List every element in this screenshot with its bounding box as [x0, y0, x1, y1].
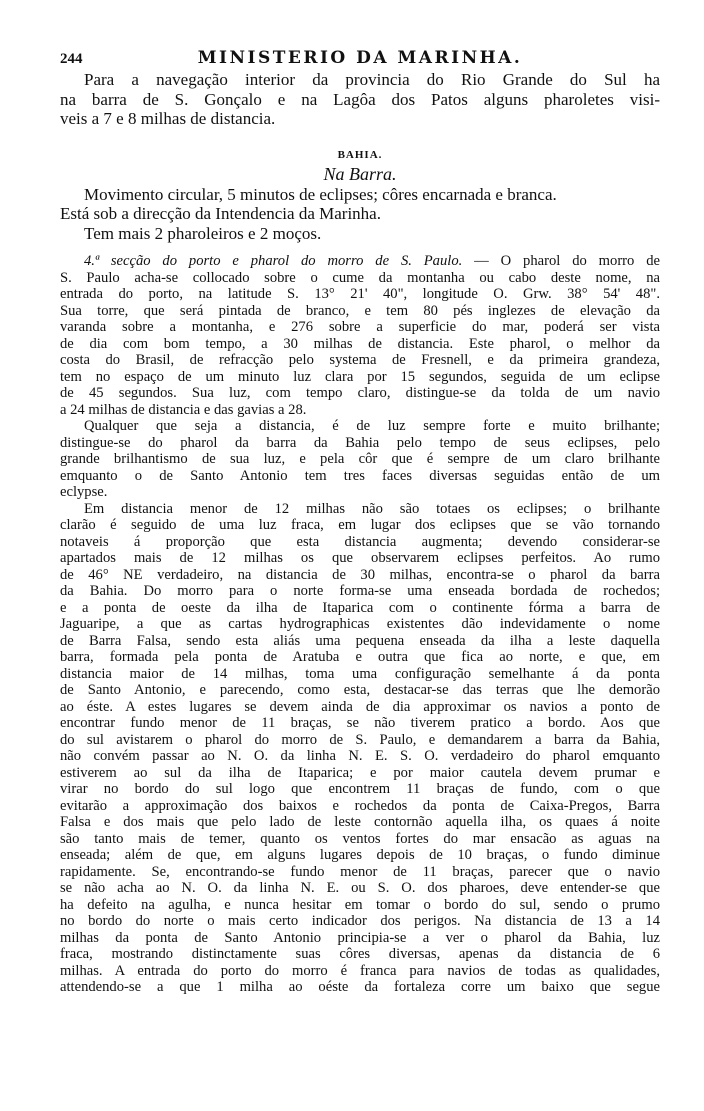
- paragraph-line: da Bahia. Do morro para o norte forma-se uma enseada bordada de rochedos;: [60, 583, 660, 599]
- section-subtitle: Na Barra.: [323, 163, 397, 184]
- paragraph-line: enseada; além de que, em alguns lugares depois de 10 braças, o fundo diminue: [60, 847, 660, 863]
- paragraph-line: virar no bordo do sul logo que encontrem 11 braças de fundo, com o que: [60, 781, 660, 797]
- paragraph-line: na barra de S. Gonçalo e na Lagôa dos Patos alguns pharoletes visi-: [60, 89, 660, 109]
- paragraph-line: Jaguaripe, a que as cartas hydrographicas existentes dão indevidamente o nome: [60, 616, 660, 632]
- paragraph-qualquer: [60, 418, 660, 501]
- paragraph-line: Tem mais 2 pharoleiros e 2 moços.: [84, 223, 322, 243]
- paragraph-line: são tanto mais de temer, quanto os ventos fortes do mar ensacão as aguas na: [60, 830, 660, 847]
- paragraph-line: ha defeito na agulha, e nunca hesitar em tomar o bordo do sul, sendo o prumo: [60, 896, 660, 913]
- paragraph-line: eclypse.: [60, 484, 108, 500]
- paragraph-line: entrada do porto, na latitude S. 13° 21' 40", longitude O. Grw. 38° 54' 48".: [60, 286, 660, 302]
- intro-paragraph: [60, 70, 660, 129]
- paragraph-line: e a ponta de oeste da ilha de Itaparica com o continente fórma a barra de: [60, 599, 660, 616]
- paragraph-line: evitarão a approximação dos baixos e rochedos da ponta de Caixa-Pregos, Barra: [60, 797, 660, 814]
- paragraph-line: de Santo Antonio, e parecendo, como esta, destacar-se das terras que lhe demorão: [60, 682, 660, 698]
- paragraph-line: tem no espaço de um minuto luz clara por 15 segundos, seguida de um eclipse: [60, 368, 660, 385]
- paragraph-line: Em distancia menor de 12 milhas não são totaes os eclipses; o brilhante: [84, 500, 660, 517]
- paragraph-line: 4.ª secção do porto e pharol do morro de S. Paulo. — O pharol do morro de: [84, 253, 660, 269]
- paragraph-line: encontrar fundo menor de 11 braças, se não tiverem pratico a bordo. Aos que: [60, 715, 660, 731]
- running-title: MINISTERIO DA MARINHA.: [197, 48, 523, 68]
- paragraph-line: rapidamente. Se, encontrando-se fundo menor de 11 braças, parecer que o navio: [60, 863, 660, 880]
- paragraph-line: varanda sobre a montanha, e 276 sobre a superficie do mar, poderá ser vista: [60, 319, 660, 335]
- paragraph-line: não convém passar ao N. O. da linha N. E. S. O. verdadeiro do pharol emquanto: [60, 748, 660, 764]
- paragraph-line: de Barra Falsa, sendo esta aliás uma pequena enseada da ilha a leste daquella: [60, 632, 660, 649]
- paragraph-line: de 46° NE verdadeiro, na distancia de 30 milhas, encontra-se o pharol da barra: [60, 566, 660, 583]
- paragraph-line: de dia com bom tempo, a 30 milhas de distancia. Este pharol, o melhor da: [60, 335, 660, 352]
- paragraph-line: ao éste. A estes lugares se devem ainda de dia approximar os navios a ponto de: [60, 698, 660, 715]
- section-title: BAHIA.: [337, 148, 383, 161]
- paragraph-line: a 24 milhas de distancia e das gavias a 28.: [60, 401, 307, 418]
- paragraph-distancia: [60, 501, 660, 996]
- paragraph-line: do sul avistarem o pharol do morro de S. Paulo, e demandarem a barra da Bahia,: [60, 731, 660, 748]
- paragraph-line: barra, formada pela ponta de Aratuba e outra que fica ao norte, e que, em: [60, 649, 660, 665]
- paragraph-line: clarão é seguido de uma luz fraca, em lugar dos eclipses que se vão tornando: [60, 517, 660, 533]
- paragraph-secao: [60, 270, 660, 419]
- paragraph-line: de 45 segundos. Sua luz, com tempo claro, distingue-se da tolda de um navio: [60, 385, 660, 401]
- paragraph-line: fraca, mostrando distinctamente suas côres diversas, apenas da distancia de 6: [60, 946, 660, 962]
- paragraph-line: Movimento circular, 5 minutos de eclipses; côres encarnada e branca.: [84, 184, 557, 204]
- paragraph-line: estiverem ao sul da ilha de Itaparica; e por maior cautela devem prumar e: [60, 764, 660, 781]
- paragraph-line: attendendo-se a que 1 milha ao oéste da fortaleza corre um baixo que segue: [60, 979, 660, 995]
- paragraph-line: emquanto o de Santo Antonio tem tres faces diversas seguidas então de um: [60, 467, 660, 484]
- paragraph-line: Para a navegação interior da provincia do Rio Grande do Sul ha: [84, 70, 660, 89]
- section-heading: 4.ª secção do porto e pharol do morro de S. Paulo.: [84, 253, 463, 269]
- paragraph-line: milhas da ponta de Santo Antonio principia-se a ver o pharol da Bahia, luz: [60, 929, 660, 946]
- body-text: [60, 253, 660, 996]
- paragraph-line: se não acha ao N. O. da linha N. E. ou S. O. dos pharoes, deve entender-se que: [60, 880, 660, 896]
- paragraph-line: Falsa e dos mais que pelo lado de leste contornão aquella ilha, os quaes á noite: [60, 814, 660, 830]
- paragraph-line: Está sob a direcção da Intendencia da Marinha.: [60, 204, 381, 223]
- paragraph-line: apartados mais de 12 milhas os que observarem eclipses perfeitos. Ao rumo: [60, 550, 660, 566]
- paragraph-line: milhas. A entrada do porto do morro é franca para navios de todas as qualidades,: [60, 962, 660, 979]
- page-header: [60, 48, 660, 70]
- paragraph-line: costa do Brasil, de refracção pelo systema de Fresnell, e da primeira grandeza,: [60, 352, 660, 368]
- paragraph-line: Sua torre, que será pintada de branco, e tem 80 pés inglezes de elevação da: [60, 302, 660, 319]
- paragraph-line: S. Paulo acha-se collocado sobre o cume da montanha ou cabo deste nome, na: [60, 269, 660, 286]
- paragraph-line: grande brilhantismo de sua luz, e pela côr que é sempre de um claro brilhante: [60, 451, 660, 467]
- paragraph-line: distancia maior de 14 milhas, toma uma configuração semelhante á da ponta: [60, 665, 660, 682]
- paragraph-line: no bordo do norte o mais certo indicador dos perigos. Na distancia de 13 a 14: [60, 913, 660, 929]
- paragraph-line: distingue-se do pharol da barra da Bahia pelo tempo de seus eclipses, pelo: [60, 434, 660, 451]
- page-number: 244: [60, 51, 83, 67]
- paragraph-line: Qualquer que seja a distancia, é de luz sempre forte e muito brilhante;: [84, 418, 660, 434]
- paragraph-line: notaveis á proporção que esta distancia augmenta; devendo considerar-se: [60, 533, 660, 550]
- paragraph-line: veis a 7 e 8 milhas de distancia.: [60, 109, 276, 128]
- barra-paragraph: [60, 185, 660, 244]
- document-page: [60, 48, 660, 996]
